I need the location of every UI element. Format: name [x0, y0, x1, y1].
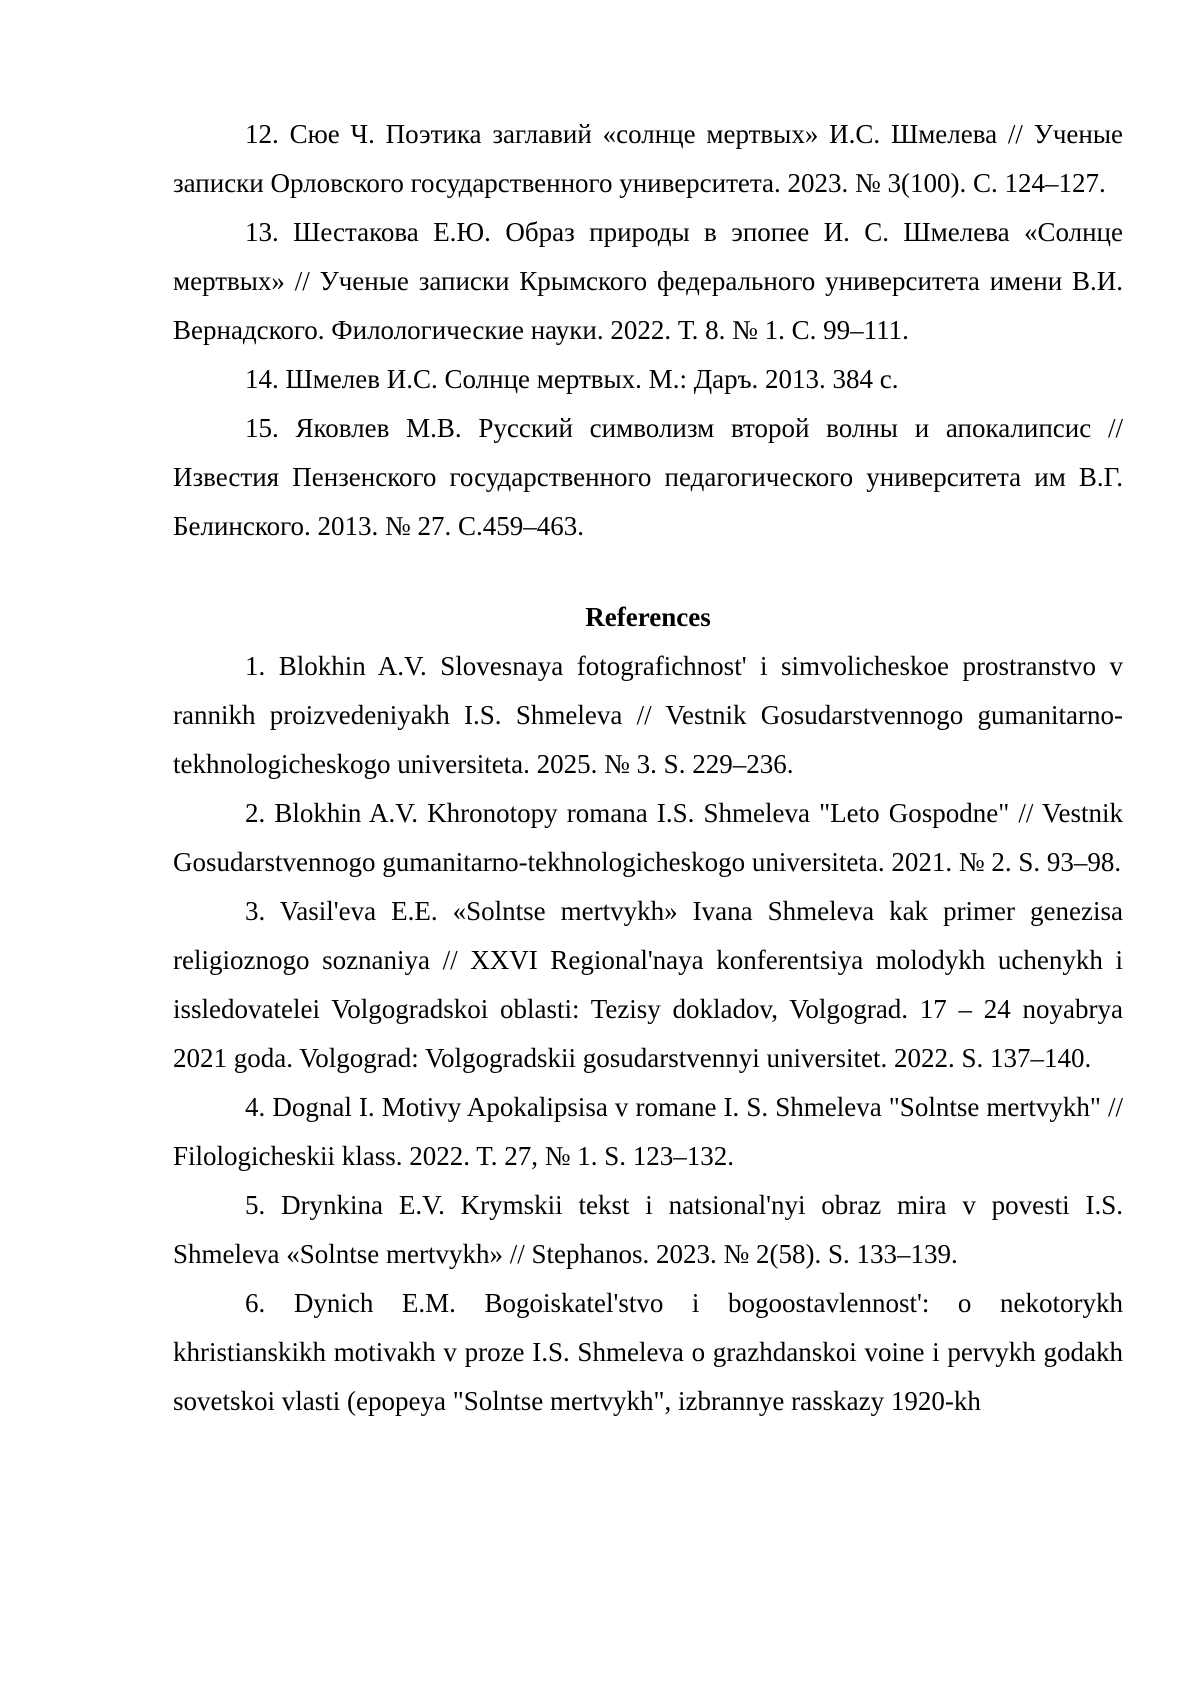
references-heading: References — [585, 602, 711, 632]
reference-entry-5: 5. Drynkina E.V. Krymskii tekst i natsional'nyi obraz mira v povesti I.S. Shmeleva «Solntse mertvykh» // Stephanos. 2023. № 2(58). S. 133–139. — [173, 1190, 1123, 1269]
reference-entry-1: 1. Blokhin A.V. Slovesnaya fotografichnost' i simvolicheskoe prostranstvo v rannikh proizvedeniyakh I.S. Shmeleva // Vestnik Gosudarstvennogo gumanitarno-tekhnologicheskogo universiteta. 2025. № 3. S. 229–236. — [173, 651, 1123, 779]
reference-entry-4: 4. Dognal I. Motivy Apokalipsisa v romane I. S. Shmeleva "Solntse mertvykh" // Filologicheskii klass. 2022. T. 27, № 1. S. 123–132. — [173, 1092, 1123, 1171]
reference-entry-3: 3. Vasil'eva E.E. «Solntse mertvykh» Ivana Shmeleva kak primer genezisa religioznogo soznaniya // XXVI Regional'naya konferentsiya molodykh uchenykh i issledovatelei Volgogradskoi oblasti: Tezisy dokladov, Volgograd. 17 – 24 noyabrya 2021 goda. Volgograd: Volgogradskii gosudarstvennyi universitet. 2022. S. 137–140. — [173, 896, 1123, 1073]
reference-entry-ru-14: 14. Шмелев И.С. Солнце мертвых. М.: Даръ. 2013. 384 с. — [245, 364, 899, 394]
reference-entry-6: 6. Dynich E.M. Bogoiskatel'stvo i bogoostavlennost': o nekotorykh khristianskikh motivakh v proze I.S. Shmeleva o grazhdanskoi voine i pervykh godakh sovetskoi vlasti (epopeya "Solntse mertvykh", izbrannye rasskazy 1920-kh — [173, 1288, 1123, 1416]
reference-entry-ru-15: 15. Яковлев М.В. Русский символизм второй волны и апокалипсис // Известия Пензенского государственного педагогического университета им В.Г. Белинского. 2013. № 27. С.459–463. — [173, 413, 1123, 541]
reference-entry-ru-12: 12. Сюе Ч. Поэтика заглавий «солнце мертвых» И.С. Шмелева // Ученые записки Орловского государственного университета. 2023. № 3(100). С. 124–127. — [173, 119, 1123, 198]
document-page — [173, 110, 1123, 1426]
reference-entry-2: 2. Blokhin A.V. Khronotopy romana I.S. Shmeleva "Leto Gospodne" // Vestnik Gosudarstvennogo gumanitarno-tekhnologicheskogo universiteta. 2021. № 2. S. 93–98. — [173, 798, 1123, 877]
reference-entry-ru-13: 13. Шестакова Е.Ю. Образ природы в эпопее И. С. Шмелева «Солнце мертвых» // Ученые записки Крымского федерального университета имени В.И. Вернадского. Филологические науки. 2022. Т. 8. № 1. С. 99–111. — [173, 217, 1123, 345]
